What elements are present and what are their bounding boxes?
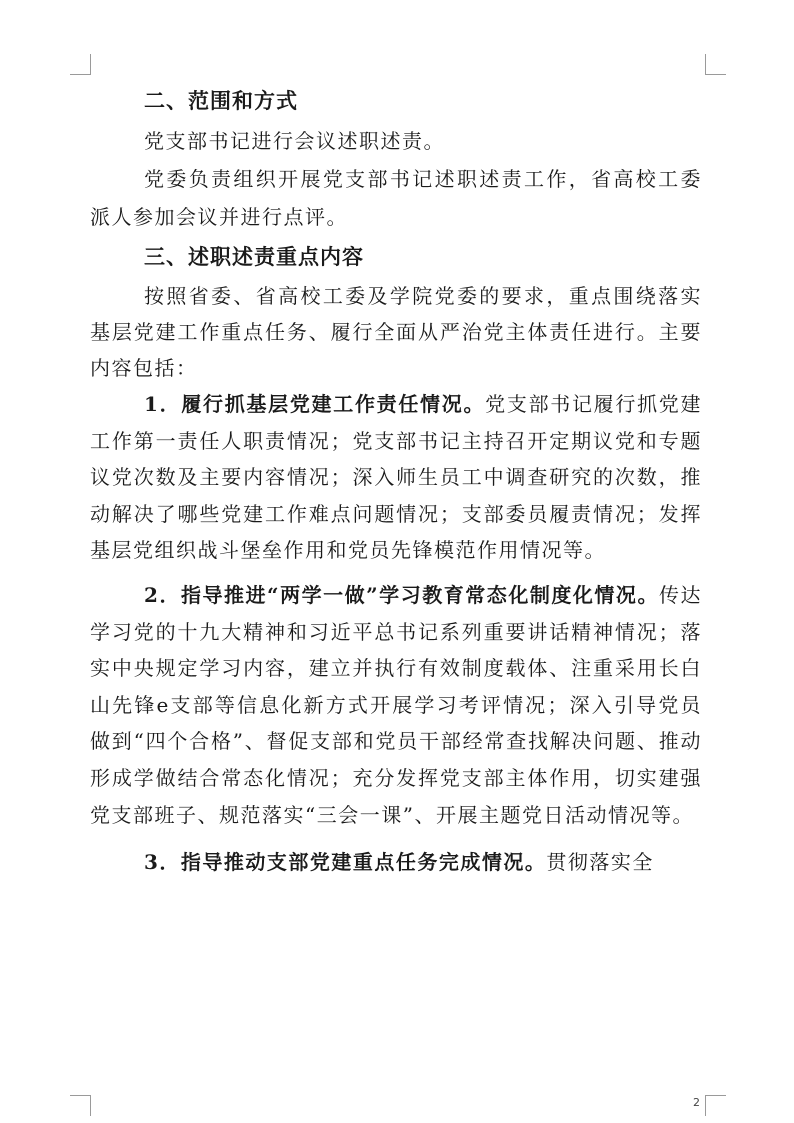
page-number: 2 (693, 1096, 700, 1109)
crop-mark-bottom-left (70, 1095, 91, 1116)
section3-intro: 按照省委、省高校工委及学院党委的要求，重点围绕落实基层党建工作重点任务、履行全面从严治党主体责任进行。主要内容包括： (90, 284, 702, 380)
item-3-body: 贯彻落实全 (546, 850, 654, 875)
crop-mark-top-left (70, 54, 91, 75)
section2-paragraph-1: 党支部书记进行会议述职述责。 (144, 129, 445, 153)
section2-heading: 二、范围和方式 (144, 89, 298, 113)
item-2-body: 传达学习党的十九大精神和习近平总书记系列重要讲话精神情况；落实中央规定学习内容，建立并执行有效制度载体、注重采用长白山先锋e支部等信息化新方式开展学习考评情况；深入引导党员做到“四个合格”、督促支部和党员干部经常查找解决问题、推动形成学做结合常态化情况；充分发挥党支部主体作用，切实建强党支部班子、规范落实“三会一课”、开展主题党日活动情况等。 (90, 582, 702, 827)
section3-item-3 (90, 843, 702, 881)
item-2-lead: 2．指导推进“两学一做”学习教育常态化制度化情况。 (144, 582, 659, 607)
item-3-lead: 3．指导推动支部党建重点任务完成情况。 (144, 850, 547, 875)
section3-item-1 (90, 386, 702, 569)
item-1-body: 党支部书记履行抓党建工作第一责任人职责情况；党支部书记主持召开定期议党和专题议党次数及主要内容情况；深入师生员工中调查研究的次数，推动解决了哪些党建工作难点问题情况；支部委员履责情况；发挥基层党组织战斗堡垒作用和党员先锋模范作用情况等。 (90, 392, 702, 563)
section3-item-2 (90, 577, 702, 833)
section3-heading: 三、述职述责重点内容 (144, 245, 364, 269)
crop-mark-top-right (705, 54, 726, 75)
document-body (90, 80, 702, 881)
item-1-lead: 1．履行抓基层党建工作责任情况。 (144, 392, 486, 416)
crop-mark-bottom-right (705, 1095, 726, 1116)
section2-paragraph-2: 党委负责组织开展党支部书记述职述责工作，省高校工委派人参加会议并进行点评。 (90, 167, 702, 229)
